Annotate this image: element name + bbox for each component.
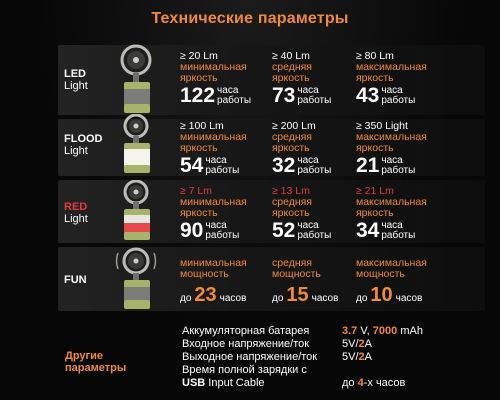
mode-label-fun: FUN — [64, 274, 87, 286]
spec-charge-name-1: Время полной зарядки с — [182, 364, 307, 376]
mode-label-flood: FLOOD Light — [64, 133, 103, 157]
fan-lamp-icon — [114, 245, 162, 313]
fun-min: минимальная мощность до 23 часов — [180, 257, 247, 306]
led-mid: ≥ 40 Lm средняя яркость 73 часа работы — [272, 50, 332, 107]
flood-mid: ≥ 200 Lm средняя яркость 32 часа работы — [272, 120, 332, 177]
page-title: Технические параметры — [151, 10, 349, 27]
led-max: ≥ 80 Lm максимальная яркость 43 часа работы — [356, 50, 427, 107]
red-mid: ≥ 13 Lm средняя яркость 52 часа работы — [272, 185, 332, 242]
red-min: ≥ 7 Lm минимальная яркость 90 часа работы — [180, 185, 247, 242]
led-min: ≥ 20 Lm минимальная яркость 122 часа работы — [180, 50, 252, 107]
red-max: ≥ 21 Lm максимальная яркость 34 часа работы — [356, 185, 427, 242]
spec-input-name: Входное напряжение/ток — [182, 338, 310, 350]
mode-label-led: LED Light — [64, 68, 88, 92]
fan-lamp-icon — [114, 114, 162, 176]
flood-max: ≥ 350 Light максимальная яркость 21 часа работы — [356, 120, 427, 177]
spec-output-name: Выходное напряжение/ток — [182, 351, 318, 363]
fan-lamp-icon — [114, 44, 162, 116]
spec-output-value: 5V/2A — [342, 351, 372, 363]
spec-battery-value: 3.7 V, 7000 mAh — [342, 325, 423, 337]
fun-mid: средняя мощность до 15 часов — [272, 257, 339, 306]
spec-charge-value: до 4-х часов — [342, 377, 406, 389]
mode-label-red: RED Light — [64, 201, 88, 225]
other-params-label: Другие параметры — [65, 350, 127, 374]
spec-battery-name: Аккумуляторная батарея — [182, 325, 310, 337]
flood-min: ≥ 100 Lm минимальная яркость 54 часа работы — [180, 120, 247, 177]
spec-input-value: 5V/2A — [342, 338, 372, 350]
fun-max: максимальная мощность до 10 часов — [356, 257, 427, 306]
fan-lamp-icon — [114, 180, 162, 244]
spec-charge-name-2: USB Input Cable — [182, 377, 265, 389]
